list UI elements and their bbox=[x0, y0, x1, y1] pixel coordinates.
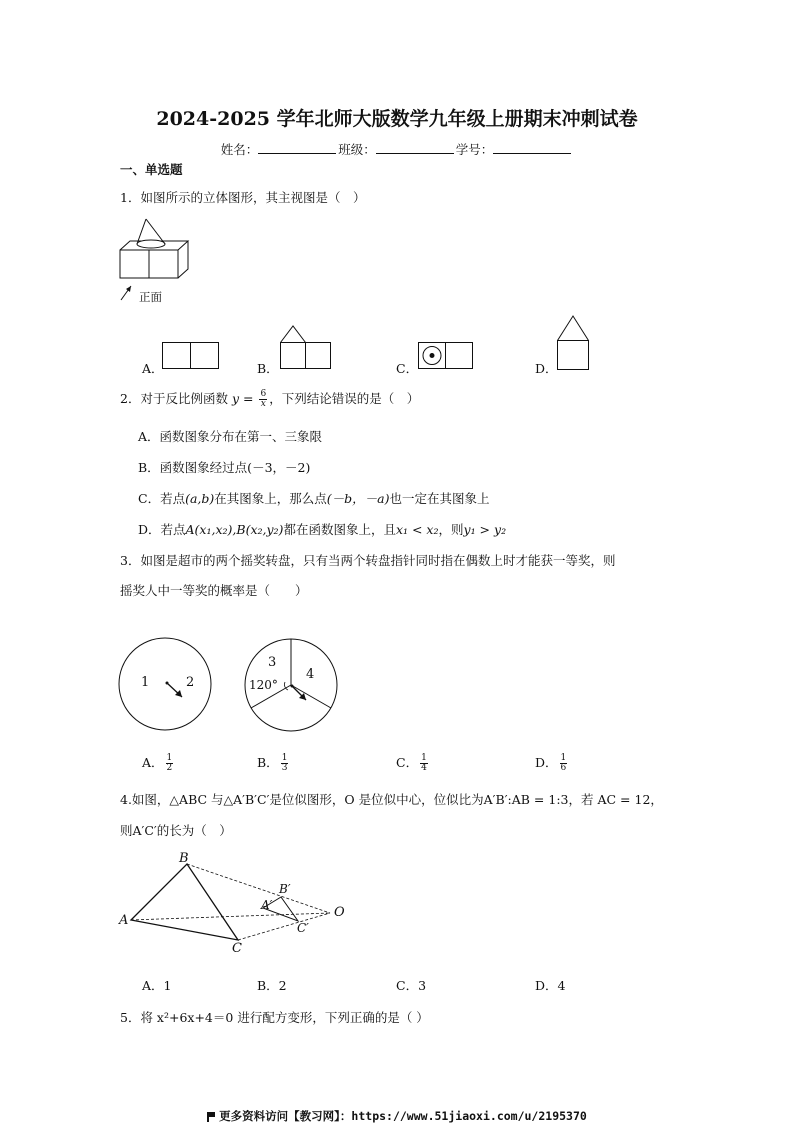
class-blank[interactable] bbox=[376, 142, 454, 154]
q3-a-label: A． bbox=[142, 755, 164, 770]
q1-stem: 1．如图所示的立体图形，其主视图是（ ） bbox=[120, 190, 366, 205]
q4-point-b-prime: B′ bbox=[279, 882, 291, 896]
q2-stem bbox=[120, 389, 419, 409]
q2-stem-suffix: ，下列结论错误的是（ ） bbox=[269, 391, 420, 406]
q3-b-fraction bbox=[281, 754, 289, 773]
q5-stem: 5．将 x²+6x+4＝0 进行配方变形，下列正确的是（ ） bbox=[120, 1010, 429, 1025]
q4-stem-line1: 4.如图，△ABC 与△A′B′C′是位似图形，O 是位似中心，位似比为A′B′:AB = 1:3，若 AC = 12， bbox=[120, 792, 663, 807]
q2-d-condition: x₁ < x₂ bbox=[395, 522, 439, 537]
q3-stem-line2: 摇奖人中一等奖的概率是（ ） bbox=[120, 583, 308, 598]
q4-option-b[interactable]: B．2 bbox=[257, 978, 287, 993]
q3-option-d[interactable] bbox=[535, 753, 569, 773]
q1-front-label: 正面 bbox=[139, 290, 162, 304]
footer-text: 更多资料访问【教习网】：https://www.51jiaoxi.com/u/2195370 bbox=[219, 1109, 587, 1123]
q2-c-part2: 在其图象上，那么点 bbox=[214, 491, 327, 506]
q1-option-d[interactable]: D． bbox=[535, 361, 558, 376]
q4-option-c[interactable]: C．3 bbox=[396, 978, 427, 993]
q3-option-c[interactable] bbox=[396, 753, 430, 773]
q3-c-den: 4 bbox=[421, 763, 427, 773]
name-blank[interactable] bbox=[258, 142, 336, 154]
section-title: 一、单选题 bbox=[120, 162, 183, 177]
q2-c-point2: (－b，－a) bbox=[326, 491, 390, 506]
q3-wheel2-label-4: 4 bbox=[306, 667, 315, 682]
q1-option-b-figure bbox=[280, 325, 340, 371]
q3-option-a[interactable] bbox=[142, 753, 175, 773]
class-label: 班级： bbox=[338, 142, 376, 157]
q3-b-num: 1 bbox=[281, 753, 288, 763]
q2-d-part1: D．若点 bbox=[138, 522, 186, 537]
q3-wheel2-angle: 120° bbox=[249, 678, 278, 692]
q4-option-d[interactable]: D．4 bbox=[535, 978, 566, 993]
q4-point-a: A bbox=[119, 913, 129, 928]
q3-wheel1-label-2: 2 bbox=[186, 675, 195, 690]
q2-d-conclusion: y₁ > y₂ bbox=[463, 522, 507, 537]
q3-a-den: 2 bbox=[166, 763, 173, 773]
q2-function-lhs: y = bbox=[231, 391, 254, 406]
q4-point-a-prime: A′ bbox=[261, 898, 273, 912]
q4-stem-line2: 则A′C′的长为（ ） bbox=[120, 823, 232, 838]
student-info-line bbox=[0, 140, 794, 158]
q3-a-num: 1 bbox=[166, 753, 173, 763]
q4-option-a[interactable]: A．1 bbox=[142, 978, 172, 993]
q3-wheel2-label-3: 3 bbox=[268, 655, 277, 670]
q1-option-d-figure bbox=[557, 315, 593, 373]
q3-stem-line1: 3．如图是超市的两个摇奖转盘，只有当两个转盘指针同时指在偶数上时才能获一等奖，则 bbox=[120, 553, 616, 568]
q2-c-part3: 也一定在其图象上 bbox=[389, 491, 490, 506]
page-title: 2024-2025 学年北师大版数学九年级上册期末冲刺试卷 bbox=[156, 108, 638, 130]
q1-option-c[interactable]: C． bbox=[396, 361, 419, 376]
q2-option-a[interactable]: A．函数图象分布在第一、三象限 bbox=[138, 429, 323, 444]
q2-option-d[interactable] bbox=[138, 520, 506, 538]
flag-icon bbox=[207, 1112, 215, 1122]
q3-wheel1-label-1: 1 bbox=[141, 675, 150, 690]
q3-d-num: 1 bbox=[560, 753, 567, 763]
q3-a-fraction bbox=[166, 754, 174, 773]
q2-fraction-denominator: x bbox=[260, 399, 266, 409]
q1-option-c-figure bbox=[418, 342, 476, 372]
q4-point-c-prime: C′ bbox=[297, 921, 309, 935]
q2-d-part3: ，则 bbox=[438, 522, 464, 537]
q2-d-points: A(x₁,x₂),B(x₂,y₂) bbox=[185, 522, 284, 537]
q2-c-point1: (a,b) bbox=[185, 491, 215, 506]
q1-option-a[interactable]: A． bbox=[142, 361, 164, 376]
q2-option-c[interactable] bbox=[138, 489, 490, 507]
q3-option-b[interactable] bbox=[257, 753, 290, 773]
q4-point-c: C bbox=[232, 941, 242, 956]
q3-d-label: D． bbox=[535, 755, 558, 770]
q1-option-b[interactable]: B． bbox=[257, 361, 279, 376]
q3-b-label: B． bbox=[257, 755, 279, 770]
q2-d-part2: 都在函数图象上，且 bbox=[283, 522, 396, 537]
footer-link[interactable] bbox=[0, 1108, 794, 1124]
name-label: 姓名： bbox=[220, 142, 259, 157]
id-blank[interactable] bbox=[493, 142, 571, 154]
id-label: 学号： bbox=[455, 142, 494, 157]
q2-function-fraction bbox=[259, 390, 267, 409]
q3-wheel-1 bbox=[118, 637, 214, 733]
q1-option-a-figure bbox=[162, 342, 222, 372]
q3-d-fraction bbox=[560, 754, 568, 773]
q4-point-o: O bbox=[334, 905, 345, 920]
q3-b-den: 3 bbox=[281, 763, 288, 773]
q3-c-fraction bbox=[420, 754, 428, 773]
q3-c-num: 1 bbox=[421, 753, 427, 763]
q2-option-b[interactable]: B．函数图象经过点(－3，－2) bbox=[138, 460, 311, 475]
q3-c-label: C． bbox=[396, 755, 419, 770]
q4-point-b: B bbox=[179, 851, 189, 866]
q2-c-part1: C．若点 bbox=[138, 491, 186, 506]
q2-fraction-numerator: 6 bbox=[260, 389, 267, 399]
q3-d-den: 6 bbox=[560, 763, 567, 773]
q2-stem-prefix: 2．对于反比例函数 bbox=[120, 391, 228, 406]
